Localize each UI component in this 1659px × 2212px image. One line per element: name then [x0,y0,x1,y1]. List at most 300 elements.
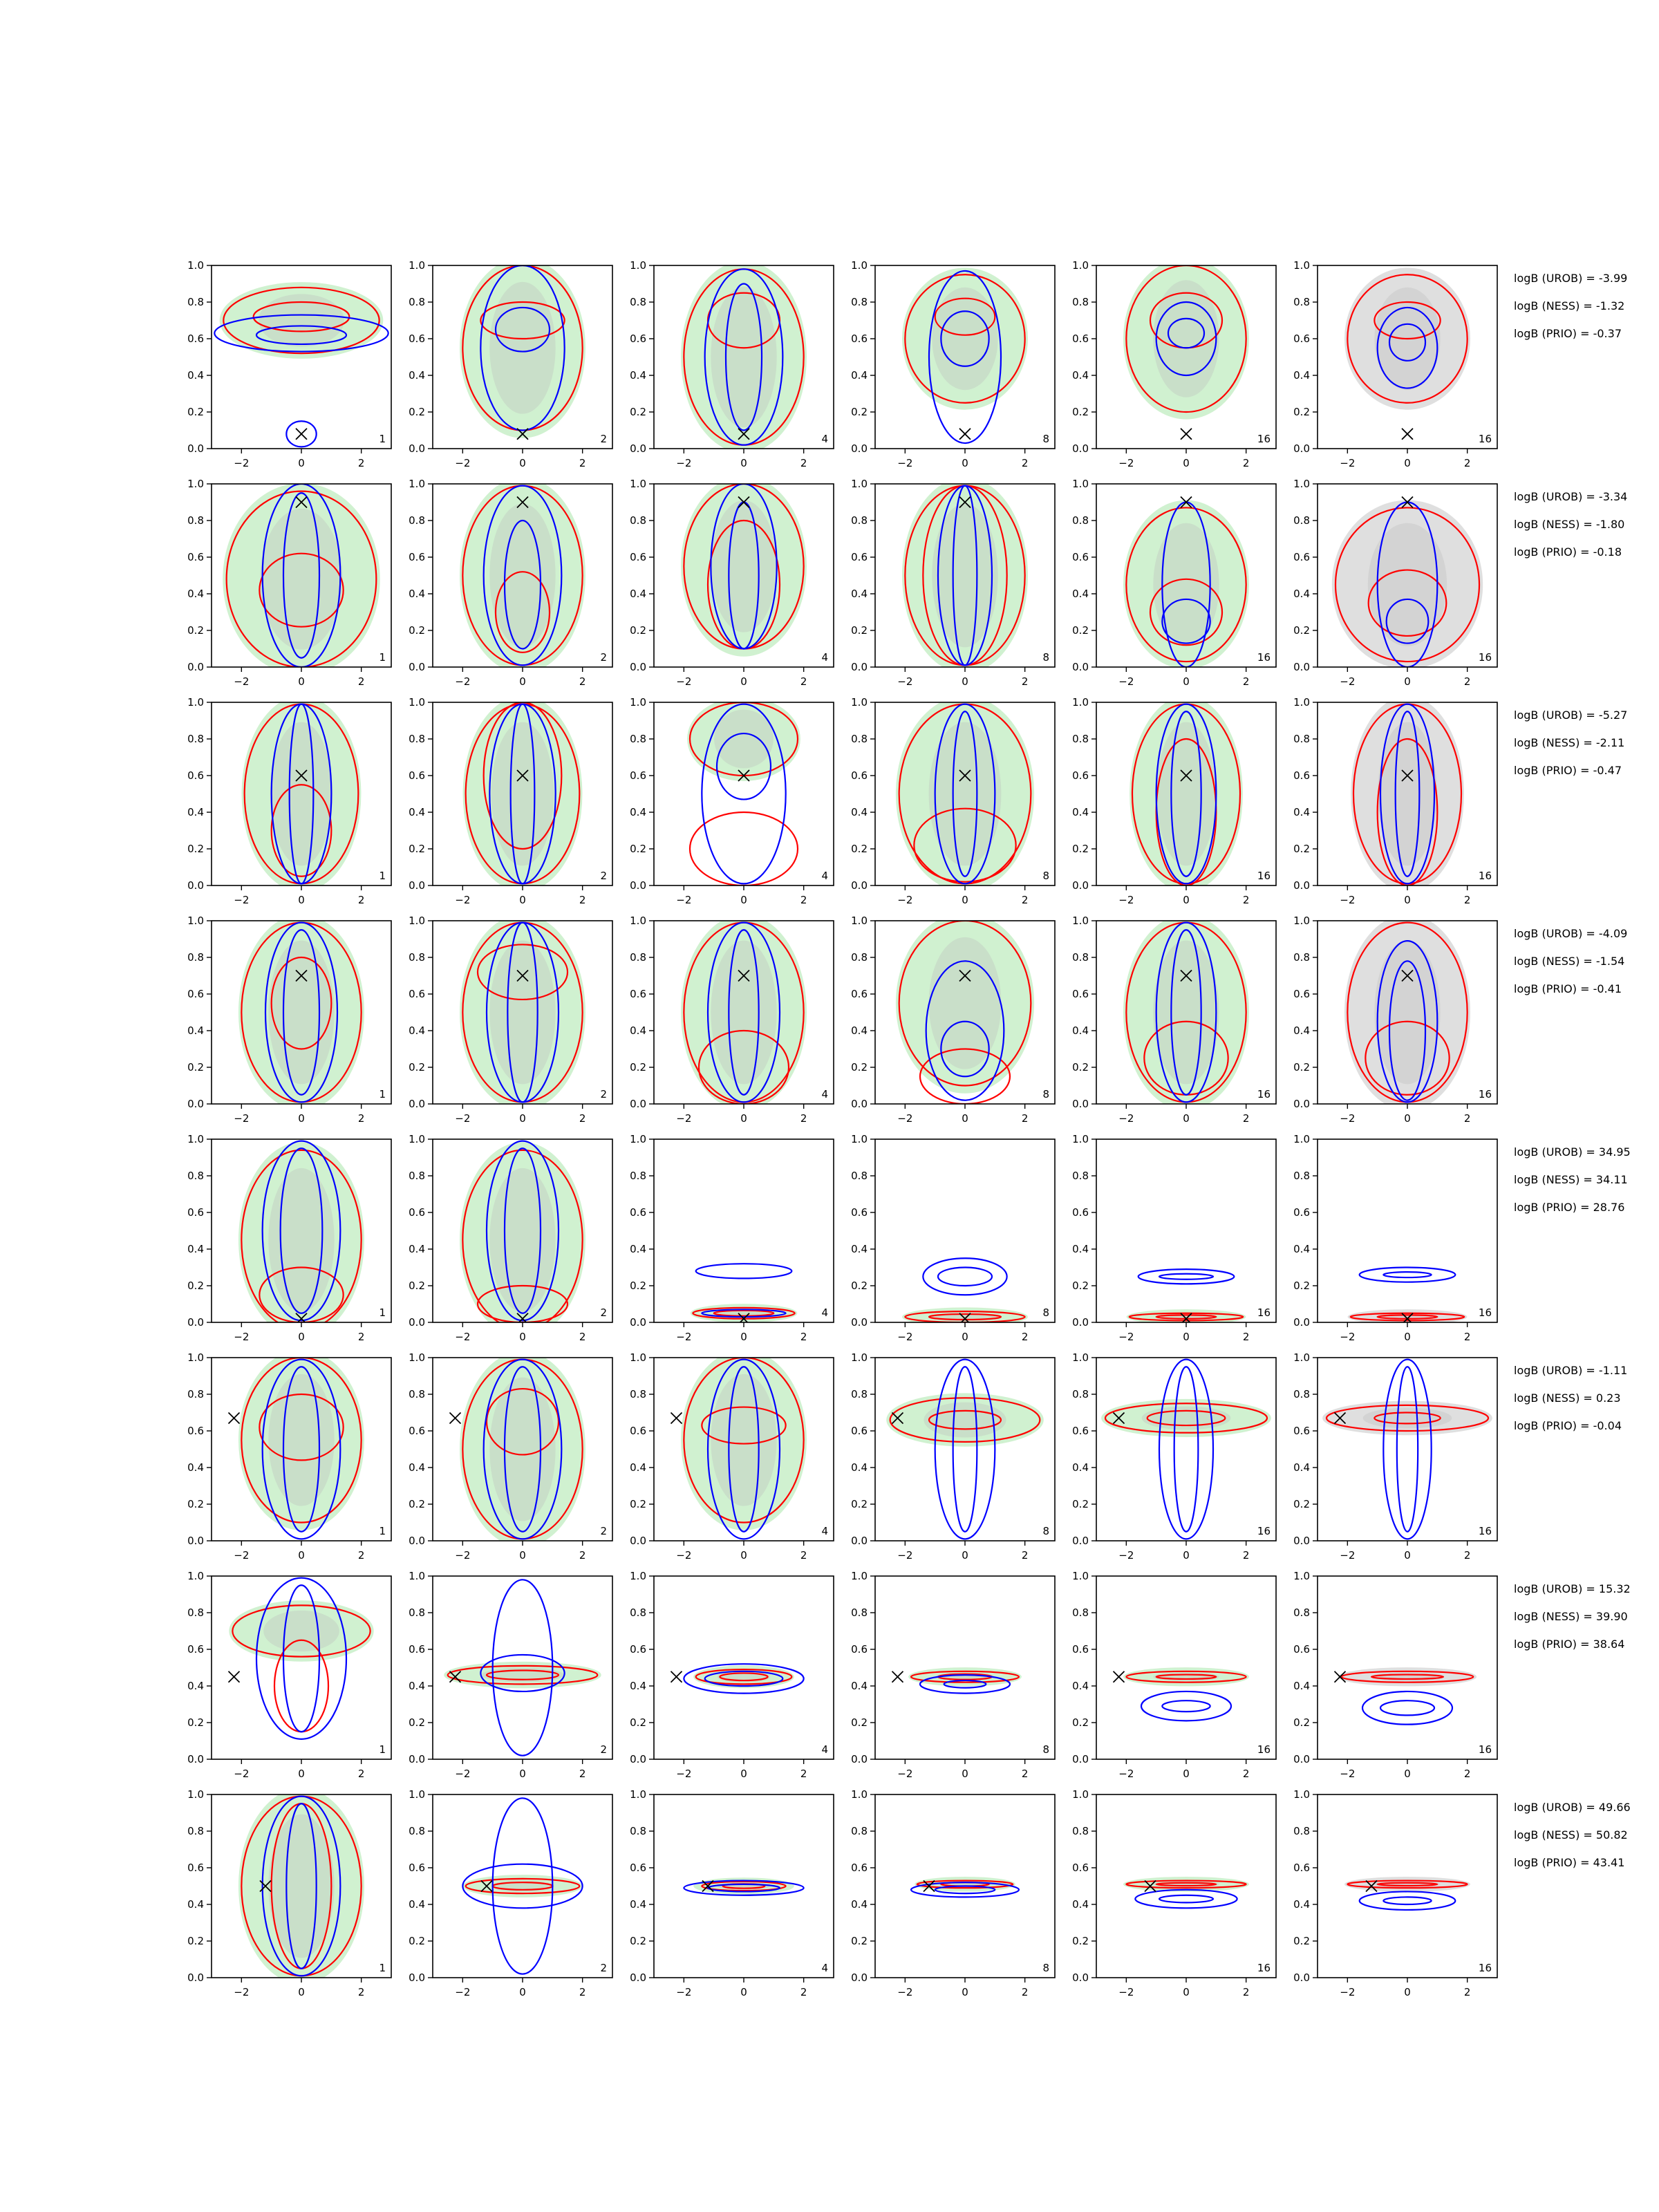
y-tick-label: 0.4 [630,1243,646,1255]
x-tick-label: −2 [455,1549,471,1562]
y-tick-label: 0.2 [187,406,204,418]
y-tick-label: 0.2 [1072,624,1089,637]
y-tick-label: 0.0 [630,1971,646,1984]
y-tick-label: 0.4 [1072,1898,1089,1911]
y-tick-label: 1.0 [1293,478,1310,490]
y-tick-label: 0.2 [409,1280,425,1292]
y-tick-label: 0.2 [1293,1280,1310,1292]
y-tick-label: 0.0 [1072,1971,1089,1984]
x-tick-label: −2 [234,1331,250,1343]
y-tick-label: 0.0 [851,1098,868,1110]
panel-r6-c5 [1072,1351,1276,1562]
y-tick-label: 0.4 [1293,1680,1310,1692]
y-tick-label: 0.6 [409,332,425,345]
panel-index-label: 2 [600,870,607,882]
y-tick-label: 0.8 [187,514,204,527]
y-tick-label: 0.4 [187,1024,204,1037]
y-tick-label: 1.0 [1293,696,1310,709]
x-tick-label: 2 [1021,1986,1029,1998]
panel-index-label: 8 [1042,1962,1049,1974]
panel-index-label: 2 [600,1525,607,1537]
y-tick-label: 0.6 [187,769,204,782]
y-tick-label: 0.6 [409,1206,425,1219]
y-tick-label: 0.0 [187,1316,204,1329]
panel-r6-c3 [630,1350,834,1562]
y-tick-label: 0.6 [1072,1425,1089,1437]
x-tick-label: −2 [234,457,250,469]
x-tick-label: 0 [519,1986,526,1998]
x-tick-label: 2 [800,1549,807,1562]
x-tick-label: −2 [234,1549,250,1562]
y-tick-label: 1.0 [630,696,646,709]
panel-r8-c3 [630,1788,834,1998]
panel-r5-c5 [1072,1133,1276,1343]
panel-r2-c5 [1072,478,1276,688]
panel-index-label: 16 [1257,1743,1271,1756]
y-tick-label: 0.4 [1072,588,1089,600]
y-tick-label: 0.6 [1072,1862,1089,1874]
x-tick-label: −2 [676,1986,692,1998]
panel-r1-c5 [1072,258,1276,469]
panel-r2-c4 [851,478,1055,688]
x-tick-label: −2 [234,1768,250,1780]
y-tick-label: 0.6 [409,988,425,1000]
y-tick-label: 0.4 [1293,588,1310,600]
panel-index-label: 16 [1478,1306,1492,1319]
y-tick-label: 0.6 [409,769,425,782]
logb-annotation-2: logB (NESS) = 0.23 [1514,1391,1621,1405]
y-tick-label: 0.2 [1072,1498,1089,1510]
y-tick-label: 0.6 [187,988,204,1000]
y-tick-label: 1.0 [851,1351,868,1364]
x-tick-label: 0 [519,457,526,469]
x-tick-label: 2 [1463,1768,1471,1780]
panel-index-label: 8 [1042,1743,1049,1756]
y-tick-label: 1.0 [1072,478,1089,490]
x-tick-label: 0 [1183,1549,1190,1562]
x-tick-label: −2 [897,1549,913,1562]
x-tick-label: 0 [298,675,305,688]
x-tick-label: −2 [897,675,913,688]
y-tick-label: 0.0 [409,661,425,673]
y-tick-label: 0.0 [1072,1316,1089,1329]
x-tick-label: −2 [234,1112,250,1125]
y-tick-label: 0.8 [851,1606,868,1619]
panel-r7-c2 [409,1570,612,1780]
density-core [1153,280,1219,397]
plot-contents [1123,915,1249,1110]
y-tick-label: 0.8 [187,296,204,308]
y-tick-label: 0.6 [187,332,204,345]
y-tick-label: 0.8 [630,514,646,527]
density-core [260,509,342,650]
x-tick-label: −2 [676,1549,692,1562]
panel-index-label: 4 [821,433,828,445]
x-tick-label: −2 [234,894,250,906]
y-tick-label: 0.2 [630,1061,646,1074]
plot-contents [681,261,807,453]
y-tick-label: 0.8 [1293,733,1310,745]
x-tick-label: −2 [1340,1331,1356,1343]
y-tick-label: 0.0 [409,1971,425,1984]
y-tick-label: 0.4 [187,1680,204,1692]
y-tick-label: 0.2 [1293,1061,1310,1074]
panel-index-label: 16 [1257,651,1271,664]
y-tick-label: 0.2 [409,1935,425,1947]
y-tick-label: 0.8 [851,1170,868,1182]
y-tick-label: 0.4 [409,1461,425,1474]
panel-index-label: 8 [1042,433,1049,445]
panel-r2-c2 [409,478,612,688]
y-tick-label: 0.6 [851,551,868,563]
panel-r4-c5 [1072,915,1276,1125]
y-tick-label: 0.2 [630,1280,646,1292]
y-tick-label: 0.6 [1072,988,1089,1000]
y-tick-label: 0.0 [1293,1971,1310,1984]
y-tick-label: 1.0 [187,696,204,709]
x-tick-label: −2 [897,894,913,906]
x-tick-label: 0 [1183,894,1190,906]
panel-r7-c4 [851,1570,1055,1780]
y-tick-label: 0.6 [409,1425,425,1437]
logb-annotation-1: logB (UROB) = -4.09 [1514,927,1628,940]
y-tick-label: 0.4 [630,369,646,382]
y-tick-label: 0.2 [851,1498,868,1510]
y-tick-label: 0.6 [630,1425,646,1437]
x-tick-label: −2 [1340,1768,1356,1780]
y-tick-label: 0.2 [187,1061,204,1074]
y-tick-label: 0.0 [630,879,646,892]
x-tick-label: 0 [519,894,526,906]
y-tick-label: 0.4 [1293,1024,1310,1037]
x-tick-label: 0 [519,1331,526,1343]
y-tick-label: 0.6 [1072,332,1089,345]
x-tick-label: 0 [1404,457,1411,469]
y-tick-label: 0.2 [1072,1061,1089,1074]
panel-r2-c1 [187,478,391,688]
logb-annotation-1: logB (UROB) = -1.11 [1514,1364,1628,1377]
panel-r2-c6 [1293,478,1497,688]
panel-index-label: 1 [379,1088,386,1100]
y-tick-label: 1.0 [630,1570,646,1582]
plot-area [875,1358,1055,1541]
panel-r1-c3 [630,259,834,469]
y-tick-label: 1.0 [1293,1351,1310,1364]
x-tick-label: −2 [455,1986,471,1998]
y-tick-label: 0.2 [851,1280,868,1292]
y-tick-label: 0.4 [630,1680,646,1692]
panel-r4-c6 [1293,915,1497,1125]
plot-contents [242,696,362,892]
y-tick-label: 0.6 [1072,1643,1089,1656]
x-tick-label: −2 [1340,894,1356,906]
logb-annotation-2: logB (NESS) = 50.82 [1514,1828,1628,1841]
y-tick-label: 0.2 [630,1935,646,1947]
y-tick-label: 0.6 [1293,551,1310,563]
y-tick-label: 0.8 [409,514,425,527]
y-tick-label: 0.8 [409,1825,425,1837]
y-tick-label: 0.4 [1293,1461,1310,1474]
y-tick-label: 0.6 [630,1643,646,1656]
x-tick-label: 0 [962,457,968,469]
x-tick-label: 2 [1242,1768,1250,1780]
y-tick-label: 0.4 [630,588,646,600]
plot-contents [460,915,585,1110]
x-tick-label: 0 [519,675,526,688]
x-tick-label: 2 [579,1549,586,1562]
y-tick-label: 0.0 [630,1535,646,1547]
y-tick-label: 1.0 [630,259,646,272]
y-tick-label: 0.8 [630,1606,646,1619]
y-tick-label: 0.2 [851,1061,868,1074]
logb-annotation-2: logB (NESS) = -2.11 [1514,736,1625,749]
panel-index-label: 1 [379,1525,386,1537]
y-tick-label: 0.0 [1293,442,1310,455]
y-tick-label: 0.8 [187,951,204,964]
x-tick-label: −2 [455,675,471,688]
plot-area [1096,1139,1276,1322]
density-core [268,941,334,1085]
panel-r3-c6 [1293,696,1497,906]
plot-contents [460,258,585,440]
panel-r7-c1 [187,1570,391,1780]
x-tick-label: −2 [676,675,692,688]
panel-r6-c2 [409,1351,612,1562]
x-tick-label: 2 [800,1768,807,1780]
x-tick-label: −2 [897,457,913,469]
panel-index-label: 16 [1478,1962,1492,1974]
y-tick-label: 1.0 [409,696,425,709]
panel-index-label: 8 [1042,870,1049,882]
y-tick-label: 0.8 [1293,514,1310,527]
panel-r3-c3 [630,696,834,906]
y-tick-label: 0.0 [187,661,204,673]
y-tick-label: 0.8 [409,733,425,745]
density-core [489,941,555,1085]
panel-index-label: 1 [379,1962,386,1974]
x-tick-label: 2 [579,1331,586,1343]
y-tick-label: 0.6 [1293,1206,1310,1219]
y-tick-label: 0.0 [409,442,425,455]
y-tick-label: 0.2 [630,406,646,418]
x-tick-label: 0 [740,675,747,688]
y-tick-label: 0.6 [187,1862,204,1874]
y-tick-label: 0.2 [409,1061,425,1074]
panel-r7-c5 [1072,1570,1276,1780]
y-tick-label: 0.8 [187,1388,204,1400]
x-tick-label: 0 [1183,1768,1190,1780]
y-tick-label: 0.6 [1293,988,1310,1000]
y-tick-label: 0.8 [1293,1606,1310,1619]
plot-contents [238,1141,364,1338]
y-tick-label: 1.0 [851,259,868,272]
x-tick-label: 2 [1021,894,1029,906]
y-tick-label: 1.0 [630,915,646,927]
panel-r8-c6 [1293,1788,1497,1998]
y-tick-label: 0.4 [630,1898,646,1911]
y-tick-label: 0.4 [851,369,868,382]
x-tick-label: 2 [357,457,365,469]
x-tick-label: −2 [1118,894,1134,906]
y-tick-label: 1.0 [630,1351,646,1364]
logb-annotation-3: logB (PRIO) = -0.04 [1514,1419,1622,1432]
y-tick-label: 0.8 [187,1170,204,1182]
density-core [711,287,776,428]
y-tick-label: 1.0 [851,1570,868,1582]
panel-index-label: 8 [1042,651,1049,664]
density-core [1142,1406,1231,1430]
y-tick-label: 0.0 [1072,442,1089,455]
y-tick-label: 0.4 [1072,1243,1089,1255]
y-tick-label: 0.6 [851,1425,868,1437]
y-tick-label: 0.4 [851,1680,868,1692]
y-tick-label: 0.4 [409,1898,425,1911]
panel-index-label: 1 [379,1743,386,1756]
x-tick-label: −2 [1118,1768,1134,1780]
density-core [489,1168,555,1312]
x-tick-label: 0 [298,894,305,906]
x-tick-label: 2 [800,1112,807,1125]
x-tick-label: 2 [1242,1986,1250,1998]
panel-index-label: 2 [600,1743,607,1756]
panel-r5-c1 [187,1133,391,1343]
panel-index-label: 4 [821,1306,828,1319]
plot-area [654,1139,834,1322]
x-tick-label: 0 [1183,1112,1190,1125]
x-tick-label: −2 [897,1331,913,1343]
logb-annotation-3: logB (PRIO) = 43.41 [1514,1856,1625,1869]
x-tick-label: 0 [1183,675,1190,688]
y-tick-label: 0.8 [1293,1388,1310,1400]
y-tick-label: 0.6 [630,769,646,782]
y-tick-label: 0.2 [187,1716,204,1729]
y-tick-label: 0.2 [851,1716,868,1729]
y-tick-label: 1.0 [630,1133,646,1145]
x-tick-label: 0 [962,1549,968,1562]
x-tick-label: 0 [1404,675,1411,688]
panel-r4-c1 [187,915,391,1125]
panel-index-label: 16 [1257,1525,1271,1537]
x-tick-label: 2 [800,1986,807,1998]
x-tick-label: 0 [519,1112,526,1125]
x-tick-label: 2 [357,1549,365,1562]
x-tick-label: 2 [800,894,807,906]
panel-index-label: 16 [1478,1088,1492,1100]
y-tick-label: 0.0 [187,879,204,892]
x-tick-label: −2 [676,1331,692,1343]
y-tick-label: 0.0 [1293,1098,1310,1110]
x-tick-label: −2 [455,1331,471,1343]
x-tick-label: 2 [1021,1549,1029,1562]
y-tick-label: 0.8 [187,733,204,745]
density-core [1371,1672,1444,1681]
y-tick-label: 0.4 [1072,369,1089,382]
density-core [1363,1408,1452,1429]
y-tick-label: 1.0 [409,915,425,927]
y-tick-label: 1.0 [409,1570,425,1582]
y-tick-label: 0.2 [409,1716,425,1729]
panel-r4-c2 [409,915,612,1125]
plot-contents [1351,696,1464,892]
panel-r6-c1 [187,1350,391,1562]
y-tick-label: 1.0 [187,915,204,927]
y-tick-label: 0.0 [630,442,646,455]
y-tick-label: 0.4 [1072,1680,1089,1692]
x-tick-label: −2 [1118,457,1134,469]
y-tick-label: 0.2 [1072,1280,1089,1292]
plot-contents [223,483,380,675]
y-tick-label: 0.0 [409,1098,425,1110]
y-tick-label: 0.0 [409,1535,425,1547]
y-tick-label: 0.0 [1072,879,1089,892]
y-tick-label: 0.6 [630,1862,646,1874]
panel-index-label: 2 [600,433,607,445]
x-tick-label: 0 [740,1768,747,1780]
y-tick-label: 0.0 [1293,1316,1310,1329]
x-tick-label: 2 [1463,894,1471,906]
y-tick-label: 0.0 [187,1753,204,1765]
y-tick-label: 0.4 [851,1898,868,1911]
y-tick-label: 0.0 [409,1753,425,1765]
plot-contents [681,476,807,657]
plot-contents [902,478,1028,673]
logb-annotation-3: logB (PRIO) = 28.76 [1514,1201,1625,1214]
y-tick-label: 0.4 [851,1461,868,1474]
x-tick-label: 2 [1242,894,1250,906]
y-tick-label: 0.0 [1293,661,1310,673]
y-tick-label: 0.2 [1072,1935,1089,1947]
x-tick-label: −2 [676,1112,692,1125]
y-tick-label: 0.4 [630,1024,646,1037]
y-tick-label: 0.6 [851,332,868,345]
y-tick-label: 0.6 [851,1206,868,1219]
y-tick-label: 1.0 [187,1788,204,1801]
y-tick-label: 1.0 [1293,1788,1310,1801]
y-tick-label: 0.2 [187,1935,204,1947]
x-tick-label: 2 [1021,1331,1029,1343]
y-tick-label: 1.0 [187,1351,204,1364]
y-tick-label: 1.0 [630,1788,646,1801]
x-tick-label: 2 [1021,457,1029,469]
y-tick-label: 1.0 [187,259,204,272]
y-tick-label: 1.0 [851,915,868,927]
panel-r6-c4 [851,1351,1055,1562]
y-tick-label: 0.2 [409,624,425,637]
density-core [1374,941,1440,1085]
density-core [932,288,997,390]
density-core [263,1611,339,1651]
panel-r8-c4 [851,1788,1055,1998]
panel-index-label: 2 [600,1306,607,1319]
x-tick-label: 0 [519,1549,526,1562]
y-tick-label: 0.4 [851,1243,868,1255]
x-tick-label: −2 [897,1768,913,1780]
panel-index-label: 16 [1257,1962,1271,1974]
y-tick-label: 0.6 [409,1643,425,1656]
y-tick-label: 0.2 [1293,624,1310,637]
panel-r1-c4 [851,259,1055,469]
y-tick-label: 0.6 [630,1206,646,1219]
x-tick-label: 0 [1183,1986,1190,1998]
y-tick-label: 0.2 [851,624,868,637]
y-tick-label: 0.8 [1293,1825,1310,1837]
y-tick-label: 0.8 [1072,733,1089,745]
y-tick-label: 0.4 [409,369,425,382]
plot-area [1096,1358,1276,1541]
y-tick-label: 0.2 [630,843,646,855]
y-tick-label: 1.0 [1072,259,1089,272]
x-tick-label: −2 [1118,1112,1134,1125]
